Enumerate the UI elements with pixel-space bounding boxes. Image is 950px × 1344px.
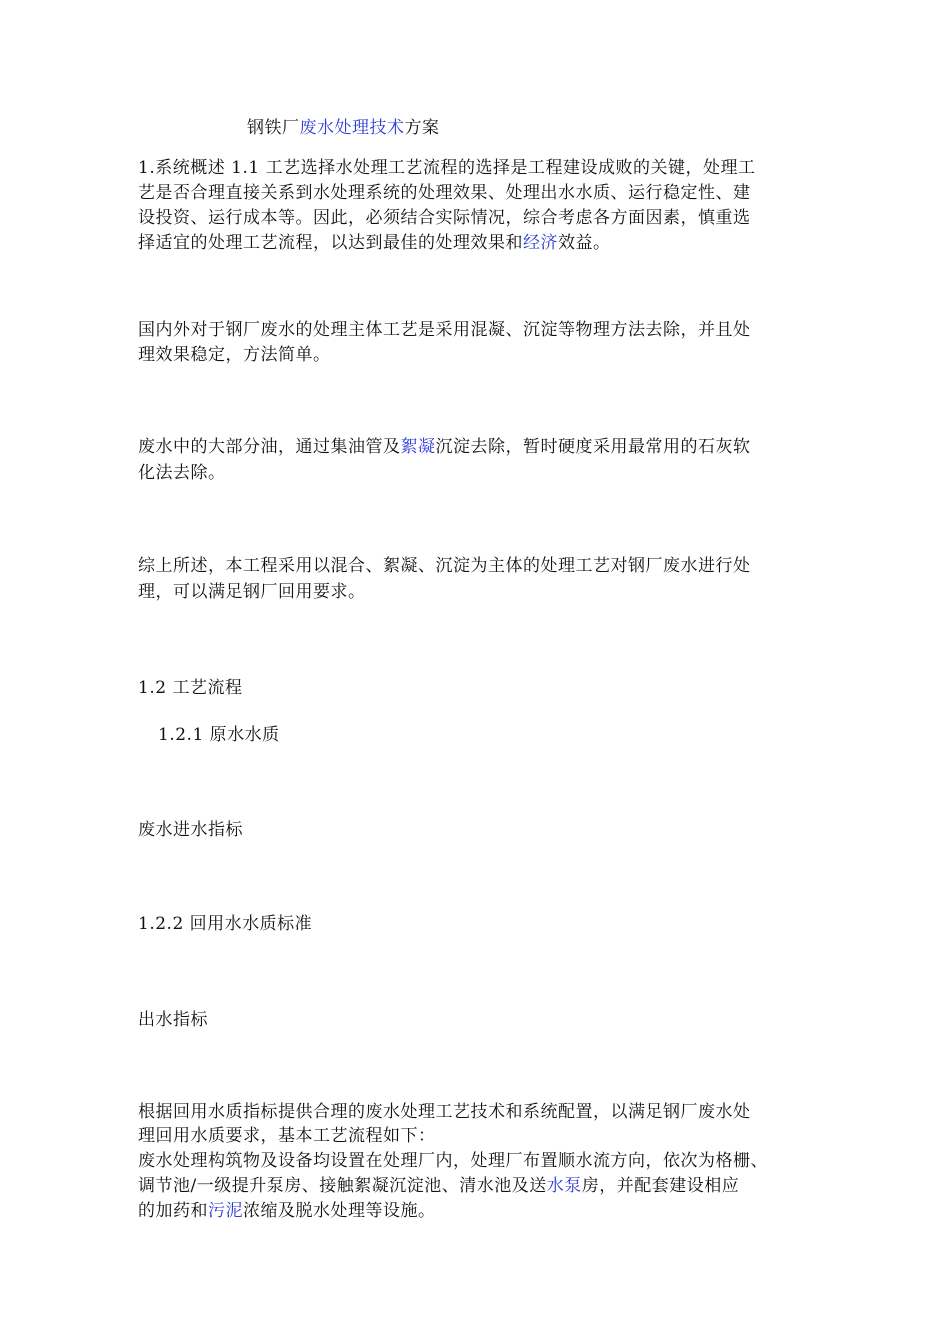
paragraph-line — [138, 1174, 739, 1198]
link-economy[interactable]: 经济 — [523, 233, 558, 253]
paragraph-line: 设投资、运行成本等。因此，必须结合实际情况，综合考虑各方面因素，慎重选 — [138, 208, 751, 228]
paragraph-line: 1.系统概述 1.1 工艺选择水处理工艺流程的选择是工程建设成败的关键，处理工 — [138, 158, 756, 178]
paragraph-line — [138, 231, 611, 255]
paragraph-line — [138, 1199, 436, 1223]
paragraph-line: 理效果稳定，方法简单。 — [138, 345, 331, 365]
link-sludge[interactable]: 污泥 — [208, 1201, 243, 1221]
label-inflow-indicators: 废水进水指标 — [138, 820, 243, 840]
label-outflow-indicators: 出水指标 — [138, 1010, 208, 1030]
paragraph-line — [138, 435, 751, 459]
section-heading-process-flow: 1.2 工艺流程 — [138, 678, 243, 698]
text-span: 浓缩及脱水处理等设施。 — [243, 1201, 436, 1221]
text-span: 的加药和 — [138, 1201, 208, 1221]
text-span: 择适宜的处理工艺流程，以达到最佳的处理效果和 — [138, 233, 523, 253]
link-water-pump[interactable]: 水泵 — [546, 1176, 582, 1196]
paragraph-line: 理回用水质要求，基本工艺流程如下： — [138, 1126, 436, 1146]
text-span: 效益。 — [558, 233, 611, 253]
title-text-pre: 钢铁厂 — [247, 118, 300, 138]
link-flocculation[interactable]: 絮凝 — [400, 437, 436, 457]
paragraph-line: 综上所述，本工程采用以混合、絮凝、沉淀为主体的处理工艺对钢厂废水进行处 — [138, 556, 751, 576]
section-heading-raw-water-quality: 1.2.1 原水水质 — [158, 725, 280, 745]
text-span: 沉淀去除，暂时硬度采用最常用的石灰软 — [435, 437, 751, 457]
paragraph-line: 根据回用水质指标提供合理的废水处理工艺技术和系统配置，以满足钢厂废水处 — [138, 1102, 751, 1122]
section-heading-reuse-water-standard: 1.2.2 回用水水质标准 — [138, 914, 313, 934]
text-span: 房，并配套建设相应 — [581, 1176, 740, 1196]
paragraph-line: 废水处理构筑物及设备均设置在处理厂内，处理厂布置顺水流方向，依次为格栅、 — [138, 1151, 768, 1171]
title-text-post: 方案 — [404, 118, 440, 138]
paragraph-line: 理，可以满足钢厂回用要求。 — [138, 582, 366, 602]
text-span: 调节池/一级提升泵房、接触絮凝沉淀池、清水池及送 — [138, 1176, 547, 1196]
text-span: 废水中的大部分油，通过集油管及 — [138, 437, 401, 457]
paragraph-line: 艺是否合理直接关系到水处理系统的处理效果、处理出水水质、运行稳定性、建 — [138, 183, 751, 203]
title-link-wastewater-tech[interactable]: 废水处理技术 — [299, 118, 405, 138]
document-title — [247, 116, 440, 140]
paragraph-line: 化法去除。 — [138, 463, 226, 483]
paragraph-line: 国内外对于钢厂废水的处理主体工艺是采用混凝、沉淀等物理方法去除，并且处 — [138, 320, 751, 340]
